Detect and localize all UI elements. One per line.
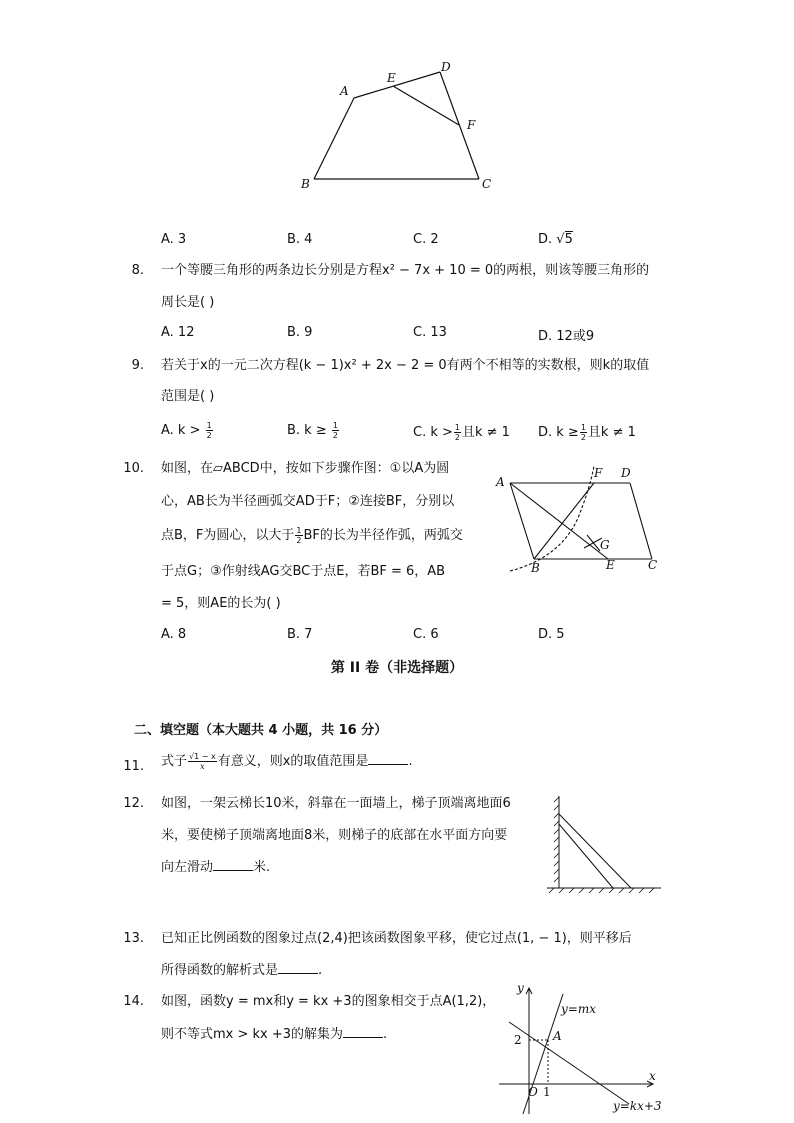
fraction-one-half (580, 423, 587, 442)
q9-option-d-cond: 且k ≠ 1 (587, 425, 636, 440)
q14-line2-post: . (383, 1027, 388, 1042)
q10-line3-post: BF的长为半径作弧，两弧交 (303, 528, 463, 543)
denominator: 2 (206, 431, 212, 440)
q8-stem-line1: 一个等腰三角形的两条边长分别是方程x² − 7x + 10 = 0的两根，则该等腰三角形的 (161, 263, 650, 278)
q8-option-a[interactable]: A. 12 (161, 325, 195, 340)
denominator: 2 (296, 536, 302, 545)
q9-option-b-text: B. k ≥ (287, 423, 327, 438)
q11-post: 有意义，则x的取值范围是 (217, 754, 369, 769)
q7-option-d[interactable] (538, 232, 573, 247)
numerator: √1 − x (189, 752, 216, 761)
label-g: G (600, 538, 610, 552)
q12-ladder-figure (545, 792, 665, 894)
label-y-axis: y (517, 981, 524, 995)
q7-option-a[interactable]: A. 3 (161, 232, 187, 247)
q9-option-a[interactable] (161, 421, 214, 440)
q7-option-d-prefix: D. (538, 232, 557, 247)
q14-graph-figure (495, 980, 675, 1116)
q10-stem-line2: 心，AB长为半径画弧交AD于F；②连接BF，分别以 (161, 494, 455, 509)
segment-ef (393, 86, 459, 125)
q9-option-d[interactable] (538, 421, 636, 442)
q11-pre: 式子 (161, 754, 188, 769)
q11-end: . (408, 754, 413, 769)
label-e: E (606, 558, 615, 572)
q10-stem-line5: = 5，则AE的长为( ) (161, 596, 281, 611)
answer-blank[interactable] (278, 961, 318, 974)
label-f: F (467, 118, 476, 132)
q9-stem-line1: 若关于x的一元二次方程(k − 1)x² + 2x − 2 = 0有两个不相等的实数根，则k的取值 (161, 358, 650, 373)
q13-line2-pre: 所得函数的解析式是 (161, 963, 279, 978)
fraction-one-half (454, 423, 461, 442)
numerator: 1 (454, 423, 460, 432)
q8-option-c[interactable]: C. 13 (413, 325, 447, 340)
section-title: 第 II 卷（非选择题） (330, 660, 464, 676)
q13-stem-line2 (161, 961, 322, 980)
ray-ae (510, 483, 608, 559)
q9-option-d-text: D. k ≥ (538, 425, 579, 440)
denominator: x (200, 762, 205, 771)
q10-line3-pre: 点B，F为圆心，以大于 (161, 528, 295, 543)
q12-stem-line2: 米，要使梯子顶端离地面8米，则梯子的底部在水平面方向要 (161, 828, 508, 843)
q7-option-b[interactable]: B. 4 (287, 232, 313, 247)
q9-option-c[interactable] (413, 421, 510, 442)
q10-option-b[interactable]: B. 7 (287, 627, 313, 642)
fraction-sqrt (188, 752, 217, 771)
q10-stem-line1: 如图，在▱ABCD中，按如下步骤作图：①以A为圆 (161, 461, 450, 476)
q8-stem-line2: 周长是( ) (161, 295, 215, 310)
q10-stem-line4: 于点G；③作射线AG交BC于点E，若BF = 6，AB (161, 564, 446, 579)
side-ab (314, 98, 354, 179)
wall-hatch (554, 797, 559, 882)
answer-blank[interactable] (213, 858, 253, 871)
ground-hatch (549, 888, 654, 893)
q12-line3-post: 米. (253, 860, 271, 875)
numerator: 1 (332, 421, 338, 430)
q14-stem-line2 (161, 1025, 387, 1044)
q7-option-c[interactable]: C. 2 (413, 232, 439, 247)
q10-stem-line3 (161, 526, 463, 545)
ladder-position-1 (559, 814, 631, 888)
side-dc (630, 483, 652, 559)
q10-option-a[interactable]: A. 8 (161, 627, 187, 642)
label-c: C (482, 177, 492, 191)
q8-option-b[interactable]: B. 9 (287, 325, 313, 340)
ladder-position-2 (559, 824, 613, 888)
q13-stem-line1: 已知正比例函数的图象过点(2,4)把该函数图象平移，使它过点(1, − 1)，则平移后 (161, 931, 632, 946)
label-f: F (594, 466, 603, 480)
q10-number: 10. (123, 461, 144, 476)
label-origin: O (528, 1085, 538, 1099)
answer-blank[interactable] (368, 752, 408, 765)
tick-2: 2 (514, 1033, 522, 1047)
q14-number: 14. (123, 994, 144, 1009)
q9-stem-line2: 范围是( ) (161, 389, 215, 404)
answer-blank[interactable] (343, 1025, 383, 1038)
label-a: A (496, 475, 505, 489)
tick-1: 1 (543, 1085, 551, 1099)
q8-number: 8. (131, 263, 144, 278)
denominator: 2 (332, 431, 338, 440)
q11-stem (161, 752, 413, 771)
q10-option-c[interactable]: C. 6 (413, 627, 439, 642)
q12-stem-line3 (161, 858, 270, 877)
label-a: A (340, 84, 349, 98)
q12-number: 12. (123, 796, 144, 811)
denominator: 2 (580, 433, 586, 442)
q14-stem-line1: 如图，函数y = mx和y = kx +3的图象相交于点A(1,2)， (161, 994, 496, 1009)
q9-option-c-text: C. k > (413, 425, 453, 440)
fraction-one-half (295, 526, 302, 545)
label-y-mx: y=mx (561, 1002, 596, 1016)
numerator: 1 (580, 423, 586, 432)
line-y-kx-3 (509, 1022, 629, 1104)
label-d: D (441, 60, 451, 74)
q13-line2-post: . (318, 963, 323, 978)
q9-option-c-cond: 且k ≠ 1 (462, 425, 510, 440)
label-d: D (621, 466, 631, 480)
q10-option-d[interactable]: D. 5 (538, 627, 565, 642)
label-y-kx-3: y=kx+3 (613, 1099, 662, 1113)
denominator: 2 (454, 433, 460, 442)
numerator: 1 (296, 526, 302, 535)
side-ba (510, 483, 534, 559)
part2-heading: 二、填空题（本大题共 4 小题，共 16 分） (134, 723, 388, 738)
label-b: B (301, 177, 310, 191)
label-x-axis: x (649, 1069, 656, 1083)
numerator: 1 (206, 421, 212, 430)
q9-number: 9. (131, 358, 144, 373)
q8-option-d[interactable]: D. 12或9 (538, 329, 595, 344)
q14-line2-pre: 则不等式mx > kx +3的解集为 (161, 1027, 344, 1042)
q12-line3-pre: 向左滑动 (161, 860, 214, 875)
label-c: C (648, 558, 658, 572)
q7-option-d-value: 5 (564, 232, 573, 247)
fraction-one-half (206, 421, 213, 440)
fraction-one-half (332, 421, 339, 440)
label-b: B (531, 561, 540, 575)
q12-stem-line1: 如图，一架云梯长10米，斜靠在一面墙上，梯子顶端离地面6 (161, 796, 511, 811)
side-da (354, 72, 440, 98)
sqrt-sign: √ (556, 232, 565, 247)
q10-figure (490, 458, 670, 583)
q11-number: 11. (123, 759, 144, 774)
q13-number: 13. (123, 931, 144, 946)
q7-figure (295, 55, 505, 200)
label-e: E (387, 71, 396, 85)
q9-option-b[interactable] (287, 421, 340, 440)
label-point-a: A (553, 1029, 562, 1043)
q9-option-a-text: A. k > (161, 423, 201, 438)
arc-bf (510, 466, 594, 571)
